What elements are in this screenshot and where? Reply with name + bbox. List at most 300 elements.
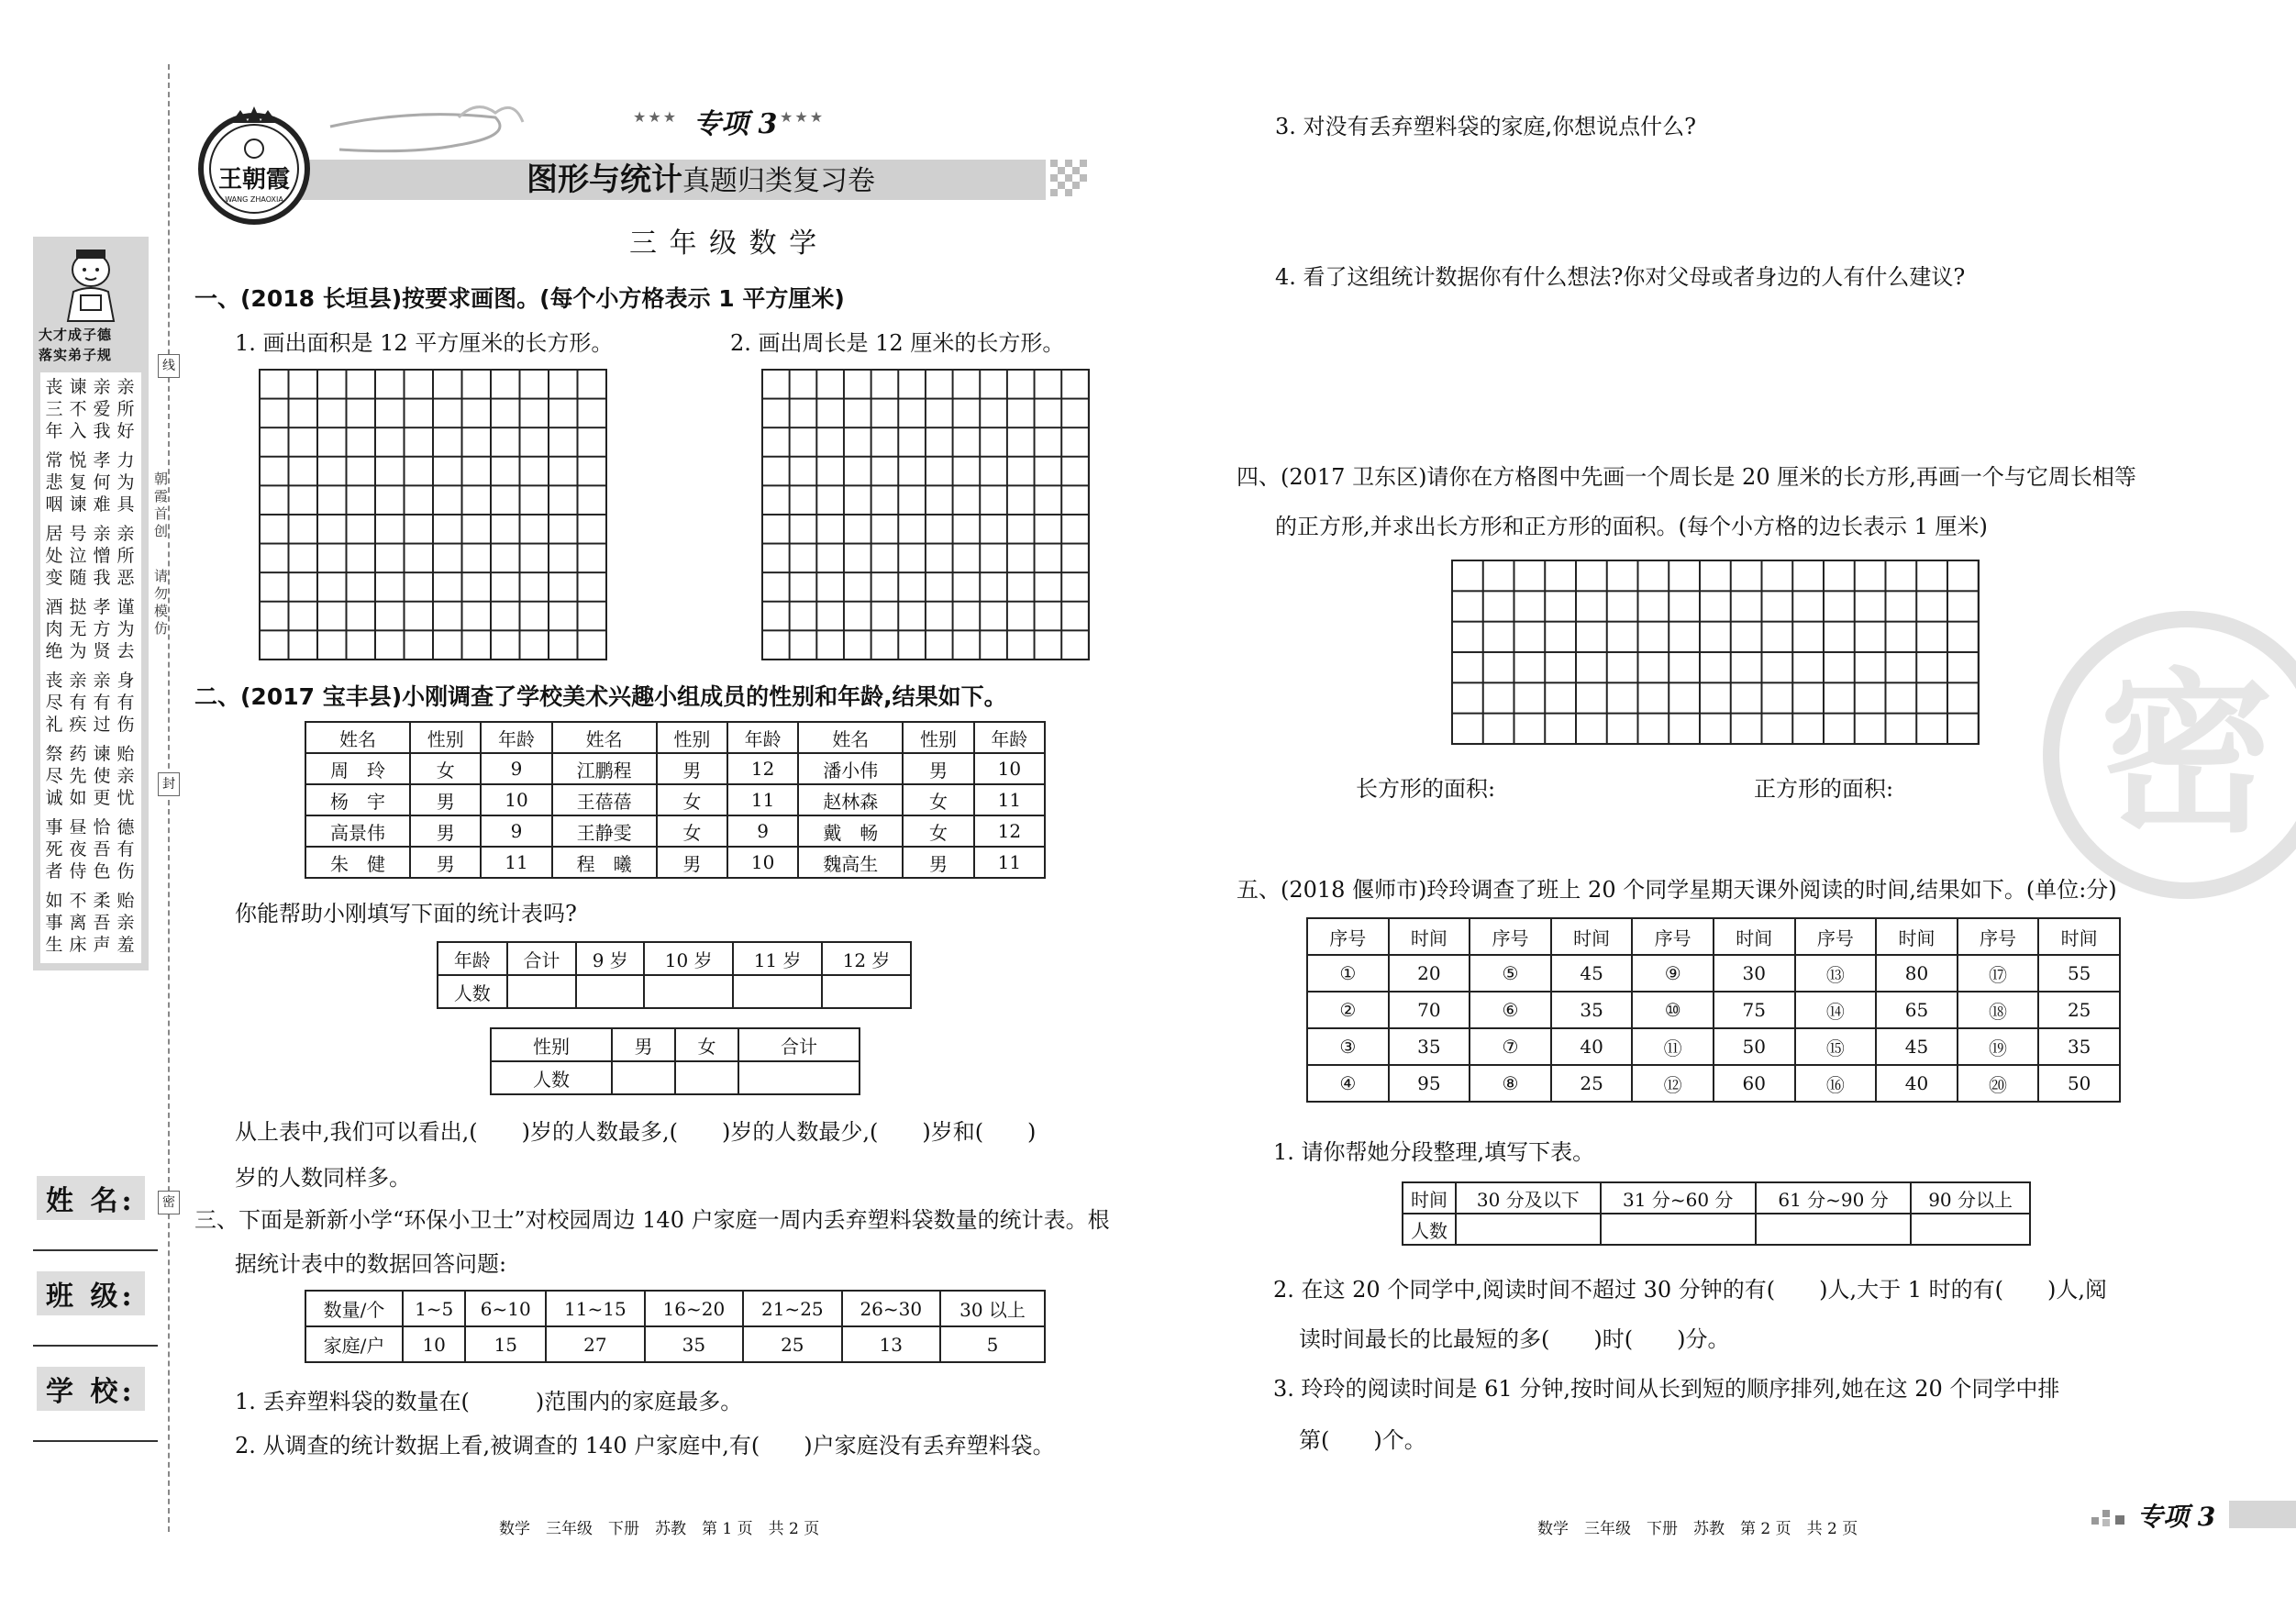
reading-table-cell: 25 xyxy=(2038,992,2120,1028)
verse-char: 孝 xyxy=(93,597,111,617)
bag-table-cell: 5 xyxy=(940,1326,1045,1362)
reading-table-cell: 45 xyxy=(1876,1028,1958,1065)
verse-char: 有 xyxy=(116,839,135,859)
member-table-header-cell: 性别 xyxy=(903,722,973,753)
corner-badge xyxy=(2091,1497,2296,1534)
age-table-header-cell: 9 岁 xyxy=(576,942,644,975)
member-table-header-cell: 性别 xyxy=(657,722,727,753)
verse-char: 亲 xyxy=(116,377,135,397)
age-table-header-cell: 11 岁 xyxy=(733,942,822,975)
motto-line-1: 大才成子德 xyxy=(39,327,113,343)
verse-char: 我 xyxy=(93,568,111,588)
verse-char: 死 xyxy=(45,839,63,859)
member-table-cell: 男 xyxy=(410,815,481,847)
s5-question-2-line-1: 2. 在这 20 个同学中,阅读时间不超过 30 分钟的有( )人,大于 1 时的有( )人,阅 xyxy=(1273,1277,2107,1303)
reading-time-table xyxy=(1306,917,2121,1103)
age-table-header-cell: 10 岁 xyxy=(644,942,733,975)
verse-char: 何 xyxy=(93,472,111,493)
member-table-cell: 女 xyxy=(657,784,727,815)
corner-badge-text: 专项 3 xyxy=(2137,1502,2216,1532)
reading-table-cell: ⑪ xyxy=(1632,1028,1714,1065)
verse-char: 诚 xyxy=(45,788,63,808)
verse-char: 变 xyxy=(45,568,63,588)
member-table-cell: 女 xyxy=(903,815,973,847)
logo-seal-icon xyxy=(194,103,314,231)
bag-table-cell: 15 xyxy=(465,1326,546,1362)
member-table-cell: 周 玲 xyxy=(305,753,410,784)
reading-table-cell: ④ xyxy=(1307,1065,1389,1102)
verse-char: 亲 xyxy=(93,524,111,544)
bag-table-header-cell: 1~5 xyxy=(403,1291,465,1326)
school-field-line[interactable] xyxy=(33,1440,158,1442)
verse-char: 为 xyxy=(69,641,87,661)
reading-table-header-cell: 序号 xyxy=(1958,918,2039,955)
age-table-cell[interactable] xyxy=(733,975,822,1008)
age-table-header-cell: 年龄 xyxy=(438,942,507,975)
verse-char: 随 xyxy=(69,568,87,588)
class-field-line[interactable] xyxy=(33,1345,158,1347)
verse-char: 德 xyxy=(116,817,135,837)
member-table-cell: 男 xyxy=(410,847,481,878)
reading-table-cell: ⑩ xyxy=(1632,992,1714,1028)
bag-table-header-cell: 6~10 xyxy=(465,1291,546,1326)
member-table-cell: 11 xyxy=(481,847,551,878)
verse-char: 贻 xyxy=(116,891,135,911)
age-table-header-cell: 合计 xyxy=(507,942,577,975)
verse-char: 如 xyxy=(69,788,87,808)
member-table-header-row xyxy=(305,722,1045,753)
member-table-cell: 女 xyxy=(410,753,481,784)
member-table-cell: 男 xyxy=(903,753,973,784)
reading-table-cell: ⑬ xyxy=(1795,955,1877,992)
confidential-watermark xyxy=(2022,602,2296,908)
member-table-cell: 11 xyxy=(727,784,798,815)
reading-table-cell: 95 xyxy=(1389,1065,1470,1102)
verse-char: 泣 xyxy=(69,546,87,566)
member-table-cell: 9 xyxy=(481,815,551,847)
reading-table-cell: 55 xyxy=(2038,955,2120,992)
reading-table-cell: 30 xyxy=(1714,955,1795,992)
verse-char: 夜 xyxy=(69,839,87,859)
bag-table-cell: 13 xyxy=(842,1326,940,1362)
member-table-cell: 王静雯 xyxy=(552,815,657,847)
group-table-row xyxy=(1403,1214,2030,1245)
reading-table-cell: ③ xyxy=(1307,1028,1389,1065)
verse-char: 孝 xyxy=(93,450,111,471)
verse-char: 离 xyxy=(69,913,87,933)
verse-char: 为 xyxy=(116,619,135,639)
verse-char: 伤 xyxy=(116,861,135,882)
verse-char: 疾 xyxy=(69,715,87,735)
verse-char: 方 xyxy=(93,619,111,639)
gender-table-header-cell: 性别 xyxy=(491,1028,612,1061)
verse-char: 贻 xyxy=(116,744,135,764)
member-table-header-cell: 年龄 xyxy=(727,722,798,753)
reading-table-cell: ⑧ xyxy=(1470,1065,1551,1102)
age-table-cell[interactable] xyxy=(576,975,644,1008)
member-table-header-cell: 年龄 xyxy=(974,722,1045,753)
member-table-cell: 王蓓蓓 xyxy=(552,784,657,815)
member-table-row xyxy=(305,847,1045,878)
s2-prompt: 你能帮助小刚填写下面的统计表吗? xyxy=(235,901,577,926)
reading-table-cell: 80 xyxy=(1876,955,1958,992)
corner-bar xyxy=(2229,1501,2296,1528)
verse-char: 更 xyxy=(93,788,111,808)
badge-stars-right: ★★★ xyxy=(780,108,826,126)
drawing-grid-2[interactable] xyxy=(761,369,1090,660)
verse-char: 过 xyxy=(93,715,111,735)
reading-table-header-cell: 时间 xyxy=(1551,918,1633,955)
group-table-cell: 人数 xyxy=(1403,1214,1456,1245)
footer-left: 数学 三年级 下册 苏教 第 1 页 共 2 页 xyxy=(499,1520,820,1538)
verse-char: 事 xyxy=(45,817,63,837)
bag-table-header-cell: 数量/个 xyxy=(305,1291,403,1326)
member-table-header-cell: 姓名 xyxy=(305,722,410,753)
verse-char: 绝 xyxy=(45,641,63,661)
bag-table-header-cell: 16~20 xyxy=(645,1291,743,1326)
verse-char: 肉 xyxy=(45,619,63,639)
verse-char: 无 xyxy=(69,619,87,639)
age-table-row xyxy=(438,975,911,1008)
motto-line-2: 落实弟子规 xyxy=(39,347,113,363)
s5-question-3-line-1: 3. 玲玲的阅读时间是 61 分钟,按时间从长到短的顺序排列,她在这 20 个同学中排 xyxy=(1273,1376,2060,1402)
verse-char: 力 xyxy=(116,450,135,471)
binding-mark-mi: 密 xyxy=(158,1191,180,1214)
reading-table-header-cell: 时间 xyxy=(1714,918,1795,955)
reading-table-row xyxy=(1307,1028,2120,1065)
name-field-line[interactable] xyxy=(33,1249,158,1251)
member-table-header-cell: 年龄 xyxy=(481,722,551,753)
member-table-cell: 魏高生 xyxy=(798,847,903,878)
verse-char: 咽 xyxy=(45,494,63,515)
verse-char: 如 xyxy=(45,891,63,911)
group-table-cell[interactable] xyxy=(1601,1214,1756,1245)
verse-char: 所 xyxy=(116,546,135,566)
vertical-note-1: 朝霞首创 xyxy=(152,471,169,541)
member-table-cell: 男 xyxy=(657,847,727,878)
reading-table-header-row xyxy=(1307,918,2120,955)
verse-char: 好 xyxy=(116,421,135,441)
verse-char: 悲 xyxy=(45,472,63,493)
verse-char: 伤 xyxy=(116,715,135,735)
class-label: 班 级: xyxy=(37,1271,145,1315)
verse-char: 酒 xyxy=(45,597,63,617)
verse-char: 者 xyxy=(45,861,63,882)
reading-table-header-cell: 时间 xyxy=(1389,918,1470,955)
reading-table-cell: 50 xyxy=(2038,1065,2120,1102)
member-table-cell: 潘小伟 xyxy=(798,753,903,784)
bag-table-cell: 25 xyxy=(743,1326,841,1362)
group-table-cell[interactable] xyxy=(1756,1214,1911,1245)
verse-char: 恰 xyxy=(93,817,111,837)
bag-table-cell: 家庭/户 xyxy=(305,1326,403,1362)
verse-char: 处 xyxy=(45,546,63,566)
title-rest: 真题归类复习卷 xyxy=(682,165,875,197)
member-table-cell: 9 xyxy=(481,753,551,784)
verse-char: 悦 xyxy=(69,450,87,471)
topic-badge: 专项 3 xyxy=(693,108,778,140)
reading-table-header-cell: 时间 xyxy=(2038,918,2120,955)
verse-char: 亲 xyxy=(93,671,111,691)
binding-mark-xian: 线 xyxy=(158,354,180,378)
bag-table-header-cell: 30 以上 xyxy=(940,1291,1045,1326)
side-panel xyxy=(33,237,149,970)
group-table-header-row xyxy=(1403,1182,2030,1214)
member-table-cell: 11 xyxy=(974,847,1045,878)
gender-table-header-row xyxy=(491,1028,860,1061)
member-table-row xyxy=(305,815,1045,847)
verse-char: 先 xyxy=(69,766,87,786)
verse-char: 亲 xyxy=(116,913,135,933)
reading-table-header-cell: 序号 xyxy=(1470,918,1551,955)
age-table-cell: 人数 xyxy=(438,975,507,1008)
verse-char: 身 xyxy=(116,671,135,691)
reading-table-header-cell: 序号 xyxy=(1307,918,1389,955)
reading-table-cell: 35 xyxy=(1551,992,1633,1028)
logo-sub: WANG ZHAOXIA xyxy=(225,195,283,204)
verse-char: 挞 xyxy=(69,597,87,617)
section-1-heading: 一、(2018 长垣县)按要求画图。(每个小方格表示 1 平方厘米) xyxy=(194,285,845,312)
member-table-cell: 10 xyxy=(974,753,1045,784)
gender-table-header-cell: 女 xyxy=(675,1028,738,1061)
binding-mark-feng: 封 xyxy=(158,772,180,796)
member-table-header-cell: 性别 xyxy=(410,722,481,753)
verse-char: 不 xyxy=(69,399,87,419)
verse-char: 我 xyxy=(93,421,111,441)
member-table-cell: 杨 宇 xyxy=(305,784,410,815)
verse-char: 尽 xyxy=(45,766,63,786)
reading-table-cell: 70 xyxy=(1389,992,1470,1028)
verse-char: 亲 xyxy=(93,377,111,397)
verse-char: 憎 xyxy=(93,546,111,566)
s1-question-1: 1. 画出面积是 12 平方厘米的长方形。 xyxy=(235,330,614,356)
age-table-header-row xyxy=(438,942,911,975)
member-table-cell: 11 xyxy=(974,784,1045,815)
rect-area-label: 长方形的面积: xyxy=(1356,776,1496,802)
verse-char: 声 xyxy=(93,935,111,955)
bag-table-cell: 10 xyxy=(403,1326,465,1362)
bag-table-cell: 35 xyxy=(645,1326,743,1362)
verse-char: 谏 xyxy=(69,494,87,515)
verse-char: 色 xyxy=(93,861,111,882)
age-table-cell[interactable] xyxy=(822,975,911,1008)
reading-table-cell: ⑯ xyxy=(1795,1065,1877,1102)
age-stat-table xyxy=(437,941,912,1009)
member-table-header-cell: 姓名 xyxy=(798,722,903,753)
school-label: 学 校: xyxy=(37,1367,145,1411)
group-table-header-cell: 31 分~60 分 xyxy=(1601,1182,1756,1214)
reading-table-cell: 50 xyxy=(1714,1028,1795,1065)
verse-char: 贤 xyxy=(93,641,111,661)
verse-char: 羞 xyxy=(116,935,135,955)
reading-table-cell: ⑥ xyxy=(1470,992,1551,1028)
verse-char: 事 xyxy=(45,913,63,933)
group-table-header-cell: 30 分及以下 xyxy=(1456,1182,1600,1214)
section-3-heading-2: 据统计表中的数据回答问题: xyxy=(235,1251,507,1277)
verse-char: 年 xyxy=(45,421,63,441)
reading-table-cell: ⑲ xyxy=(1958,1028,2039,1065)
group-table-cell[interactable] xyxy=(1911,1214,2030,1245)
reading-table-cell: ① xyxy=(1307,955,1389,992)
watermark-text: 密 xyxy=(2099,653,2275,856)
verse-char: 吾 xyxy=(93,839,111,859)
reading-table-cell: ⑨ xyxy=(1632,955,1714,992)
member-table-cell: 戴 畅 xyxy=(798,815,903,847)
reading-table-header-cell: 序号 xyxy=(1795,918,1877,955)
section-4-heading-2: 的正方形,并求出长方形和正方形的面积。(每个小方格的边长表示 1 厘米) xyxy=(1275,514,1988,539)
bag-table-header-cell: 11~15 xyxy=(546,1291,644,1326)
member-table-cell: 女 xyxy=(903,784,973,815)
member-table-cell: 10 xyxy=(481,784,551,815)
member-table xyxy=(305,721,1046,879)
reading-table-cell: 60 xyxy=(1714,1065,1795,1102)
verse-char: 号 xyxy=(69,524,87,544)
reading-table-row xyxy=(1307,1065,2120,1102)
group-table-cell[interactable] xyxy=(1456,1214,1600,1245)
verse-char: 使 xyxy=(93,766,111,786)
group-table-header-cell: 61 分~90 分 xyxy=(1756,1182,1911,1214)
member-table-cell: 9 xyxy=(727,815,798,847)
verse-char: 常 xyxy=(45,450,63,471)
reading-table-cell: 20 xyxy=(1389,955,1470,992)
gender-table-row xyxy=(491,1061,860,1094)
reading-table-cell: ⑫ xyxy=(1632,1065,1714,1102)
verse-char: 吾 xyxy=(93,913,111,933)
verse-char: 礼 xyxy=(45,715,63,735)
member-table-cell: 男 xyxy=(903,847,973,878)
reading-table-cell: ⑮ xyxy=(1795,1028,1877,1065)
member-table-cell: 江鹏程 xyxy=(552,753,657,784)
reading-table-cell: 45 xyxy=(1551,955,1633,992)
bag-table-row xyxy=(305,1326,1045,1362)
verse-char: 柔 xyxy=(93,891,111,911)
section-2-heading: 二、(2017 宝丰县)小刚调查了学校美术兴趣小组成员的性别和年龄,结果如下。 xyxy=(194,683,1007,710)
verse-char: 药 xyxy=(69,744,87,764)
verse-char: 爱 xyxy=(93,399,111,419)
binding-dashed-line xyxy=(168,64,170,1532)
title-bold: 图形与统计 xyxy=(527,161,682,198)
reading-table-cell: 75 xyxy=(1714,992,1795,1028)
reading-table-cell: ⑰ xyxy=(1958,955,2039,992)
bag-table-header-cell: 21~25 xyxy=(743,1291,841,1326)
age-table-header-cell: 12 岁 xyxy=(822,942,911,975)
drawing-grid-1[interactable] xyxy=(259,369,607,660)
reading-table-cell: ⑭ xyxy=(1795,992,1877,1028)
verse-char: 不 xyxy=(69,891,87,911)
verse-char: 忧 xyxy=(116,788,135,808)
gender-stat-table xyxy=(490,1027,860,1095)
scholar-figure-icon xyxy=(53,244,128,323)
reading-table-cell: 35 xyxy=(2038,1028,2120,1065)
verse-char: 丧 xyxy=(45,377,63,397)
age-table-cell[interactable] xyxy=(507,975,577,1008)
member-table-cell: 12 xyxy=(727,753,798,784)
s3-question-1: 1. 丢弃塑料袋的数量在( )范围内的家庭最多。 xyxy=(235,1389,743,1414)
reading-table-cell: ⑤ xyxy=(1470,955,1551,992)
grouped-time-table xyxy=(1402,1181,2031,1246)
verse-char: 谏 xyxy=(69,377,87,397)
group-table-header-cell: 90 分以上 xyxy=(1911,1182,2030,1214)
verse-char: 亲 xyxy=(116,524,135,544)
member-table-cell: 12 xyxy=(974,815,1045,847)
bag-table-header-row xyxy=(305,1291,1045,1326)
s3-question-3: 3. 对没有丢弃塑料袋的家庭,你想说点什么? xyxy=(1275,114,1697,139)
verse-char: 有 xyxy=(93,693,111,713)
reading-table-cell: ⑦ xyxy=(1470,1028,1551,1065)
grade-subject: 三 年 级 数 学 xyxy=(629,227,819,260)
drawing-grid-3[interactable] xyxy=(1451,560,1980,745)
section-3-heading-1: 三、下面是新新小学“环保小卫士”对校园周边 140 户家庭一周内丢弃塑料袋数量的统计表。根 xyxy=(194,1207,1110,1233)
verse-char: 丧 xyxy=(45,671,63,691)
reading-table-cell: ⑳ xyxy=(1958,1065,2039,1102)
gender-table-cell[interactable] xyxy=(612,1061,675,1094)
verse-char: 生 xyxy=(45,935,63,955)
verse-char: 昼 xyxy=(69,817,87,837)
verse-char: 祭 xyxy=(45,744,63,764)
member-table-cell: 男 xyxy=(410,784,481,815)
reading-table-cell: 25 xyxy=(1551,1065,1633,1102)
member-table-header-cell: 姓名 xyxy=(552,722,657,753)
member-table-cell: 男 xyxy=(657,753,727,784)
gender-table-header-cell: 男 xyxy=(612,1028,675,1061)
name-label: 姓 名: xyxy=(37,1176,145,1220)
s5-question-2-line-2: 读时间最长的比最短的多( )时( )分。 xyxy=(1299,1326,1730,1352)
s2-fill-line-1: 从上表中,我们可以看出,( )岁的人数最多,( )岁的人数最少,( )岁和( ) xyxy=(235,1119,1037,1145)
age-table-cell[interactable] xyxy=(644,975,733,1008)
reading-table-cell: 40 xyxy=(1551,1028,1633,1065)
verse-char: 复 xyxy=(69,472,87,493)
verse-char: 恶 xyxy=(116,568,135,588)
square-area-label: 正方形的面积: xyxy=(1754,776,1894,802)
s5-question-3-line-2: 第( )个。 xyxy=(1299,1427,1426,1453)
logo-text: 王朝霞 xyxy=(217,166,291,194)
verse-char: 所 xyxy=(116,399,135,419)
section-5-heading: 五、(2018 偃师市)玲玲调查了班上 20 个同学星期天课外阅读的时间,结果如下。(单位:分) xyxy=(1237,877,2117,903)
verse-char: 难 xyxy=(93,494,111,515)
reading-table-row xyxy=(1307,992,2120,1028)
member-table-row xyxy=(305,753,1045,784)
footer-right: 数学 三年级 下册 苏教 第 2 页 共 2 页 xyxy=(1537,1520,1858,1538)
reading-table-cell: 35 xyxy=(1389,1028,1470,1065)
reading-table-cell: ⑱ xyxy=(1958,992,2039,1028)
verse-char: 亲 xyxy=(69,671,87,691)
gender-table-cell[interactable] xyxy=(738,1061,860,1094)
gender-table-cell: 人数 xyxy=(491,1061,612,1094)
reading-table-row xyxy=(1307,955,2120,992)
section-4-heading-1: 四、(2017 卫东区)请你在方格图中先画一个周长是 20 厘米的长方形,再画一个与它周长相等 xyxy=(1237,464,2136,490)
verse-char: 有 xyxy=(116,693,135,713)
verse-char: 亲 xyxy=(116,766,135,786)
member-table-cell: 高景伟 xyxy=(305,815,410,847)
member-table-cell: 朱 健 xyxy=(305,847,410,878)
paper-title xyxy=(527,154,875,199)
member-table-cell: 女 xyxy=(657,815,727,847)
verse-char: 有 xyxy=(69,693,87,713)
s3-question-4: 4. 看了这组统计数据你有什么想法?你对父母或者身边的人有什么建议? xyxy=(1275,264,1966,290)
reading-table-header-cell: 时间 xyxy=(1876,918,1958,955)
gender-table-cell[interactable] xyxy=(675,1061,738,1094)
verse-char: 去 xyxy=(116,641,135,661)
verse-box xyxy=(40,372,141,963)
verse-char: 为 xyxy=(116,472,135,493)
reading-table-cell: 40 xyxy=(1876,1065,1958,1102)
reading-table-cell: ② xyxy=(1307,992,1389,1028)
s3-question-2: 2. 从调查的统计数据上看,被调查的 140 户家庭中,有( )户家庭没有丢弃塑料袋。 xyxy=(235,1433,1055,1458)
reading-table-header-cell: 序号 xyxy=(1632,918,1714,955)
s5-question-1: 1. 请你帮她分段整理,填写下表。 xyxy=(1273,1139,1595,1165)
group-table-header-cell: 时间 xyxy=(1403,1182,1456,1214)
verse-char: 谏 xyxy=(93,744,111,764)
